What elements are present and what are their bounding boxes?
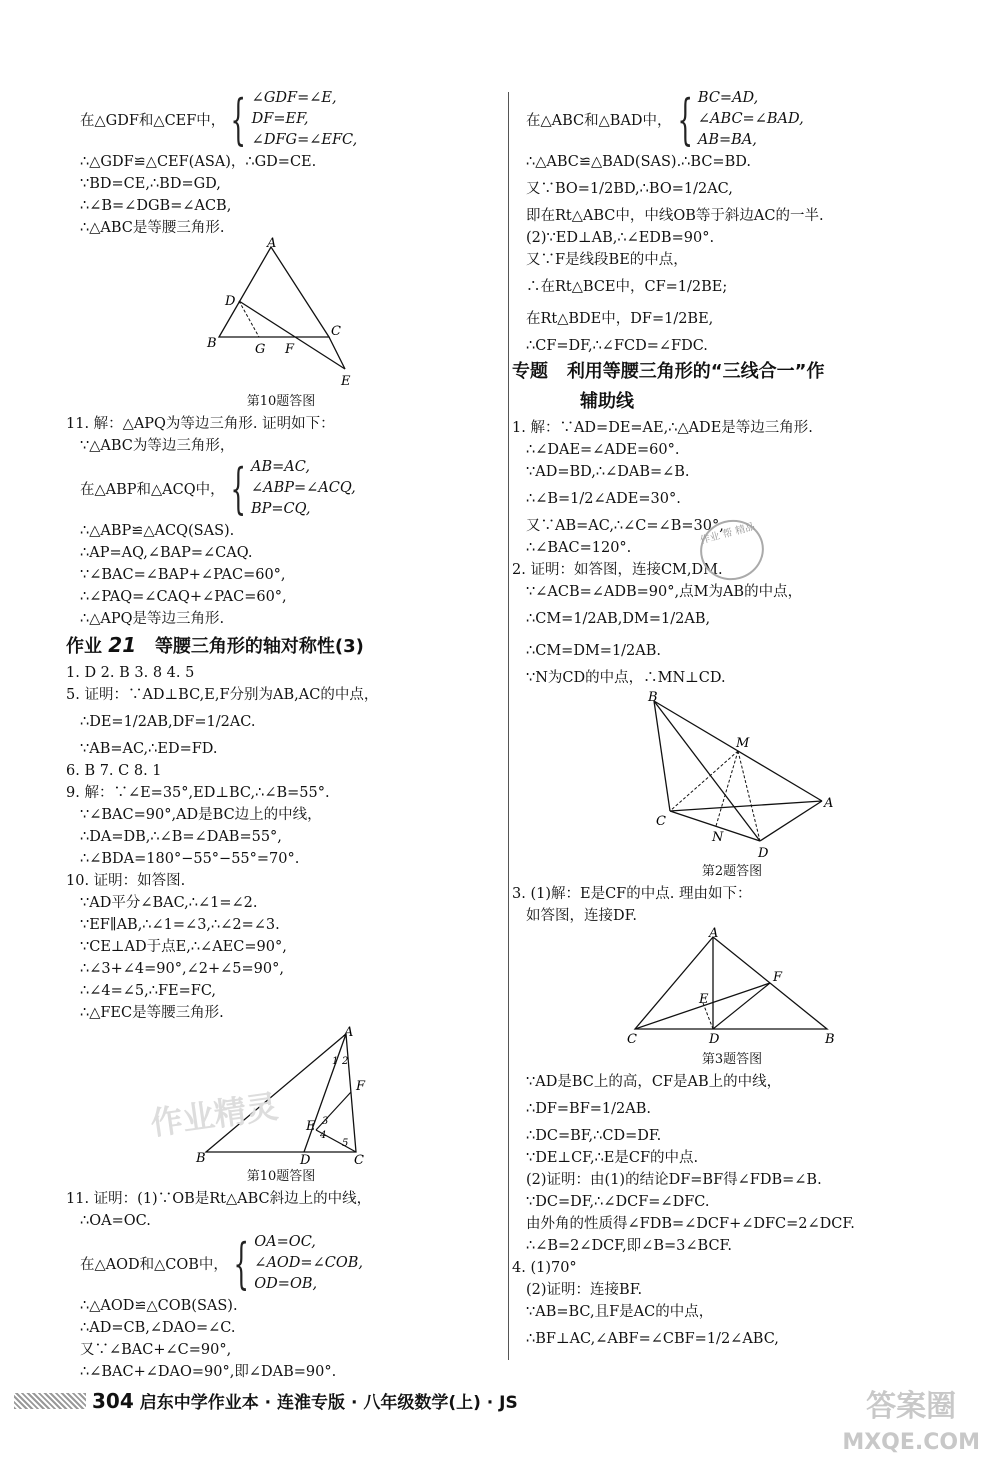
brace-line: DF=EF, (251, 111, 309, 127)
section-heading (512, 357, 952, 387)
text-line: ∴OA=OC. (80, 1213, 151, 1229)
point-label: D (225, 294, 236, 309)
text-line: ∴DA=DB,∴∠B=∠DAB=55°, (80, 829, 282, 845)
figure-triangle-3 (627, 926, 837, 1049)
point-label: A (709, 926, 719, 941)
text-line: ∴∠BAC=120°. (526, 540, 632, 556)
text-line: 10. 证明：如答图. (66, 873, 186, 889)
heading-prefix: 专题 (512, 361, 548, 382)
text-line: ∴BF⊥AC,∠ABF=∠CBF=1/2∠ABC, (526, 1331, 779, 1347)
brace-symbol: { (676, 87, 693, 151)
point-label: A (344, 1025, 354, 1040)
text-line: ∴DE=1/2AB,DF=1/2AC. (80, 714, 256, 730)
text-line: ∴在Rt△BCE中，CF=1/2BE; (526, 279, 728, 295)
text-line: ∴CM=1/2AB,DM=1/2AB, (526, 611, 711, 627)
text-line: 5. 证明：∵AD⊥BC,E,F分别为AB,AC的中点， (66, 687, 379, 703)
footer-pattern (14, 1393, 86, 1409)
angle-label: 2 (342, 1056, 349, 1067)
text-line: ∴△AOD≌△COB(SAS). (80, 1298, 238, 1314)
text-line: ∵AB=AC,∴ED=FD. (80, 741, 218, 757)
brace-prefix: 在△GDF和△CEF中， (80, 113, 226, 129)
text-line: ∴△ABP≌△ACQ(SAS). (80, 523, 235, 539)
text-line: ∴AD=CB,∠DAO=∠C. (80, 1320, 236, 1336)
heading-prefix: 作业 (66, 636, 102, 657)
brace-system (512, 88, 952, 151)
point-label: D (300, 1153, 311, 1168)
text-line: ∵AD平分∠BAC,∴∠1=∠2. (80, 895, 258, 911)
text-line: ∴∠4=∠5,∴FE=FC, (80, 983, 217, 999)
text-line: ∴∠BAC+∠DAO=90°,即∠DAB=90°. (80, 1364, 337, 1380)
text-line: ∵BD=CE,∴BD=GD, (80, 176, 221, 192)
text-line: 3. (1)解：E是CF的中点. 理由如下： (512, 886, 752, 902)
point-label: E (699, 992, 709, 1007)
text-line: ∴CM=DM=1/2AB. (526, 643, 662, 659)
point-label: F (285, 342, 295, 357)
point-label: B (648, 690, 658, 705)
page-footer (14, 1388, 518, 1413)
text-line: ∴∠BDA=180°−55°−55°=70°. (80, 851, 300, 867)
page-number: 304 (92, 1388, 134, 1413)
point-label: D (709, 1032, 720, 1047)
figure-quad-2 (632, 691, 832, 861)
text-line: 即在Rt△ABC中，中线OB等于斜边AC的一半. (526, 208, 824, 224)
text-line: ∵△ABC为等边三角形， (80, 438, 235, 454)
text-line: ∴CF=DF,∴∠FCD=∠FDC. (526, 338, 708, 354)
brace-line: BP=CQ, (251, 501, 311, 517)
text-line: 在Rt△BDE中，DF=1/2BE, (526, 311, 714, 327)
heading-title: 等腰三角形的轴对称性(3) (154, 636, 364, 657)
point-label: C (627, 1032, 637, 1047)
text-line: ∵N为CD的中点，∴MN⊥CD. (526, 670, 726, 686)
point-label: F (773, 970, 783, 985)
text-line: 11. 证明：(1)∵OB是Rt△ABC斜边上的中线， (66, 1191, 372, 1207)
brace-system (66, 457, 496, 520)
angle-label: 4 (320, 1130, 327, 1141)
brace-line: ∠GDF=∠E, (251, 90, 337, 106)
text-line: 4. (1)70° (512, 1260, 577, 1276)
point-label: C (331, 324, 341, 339)
brace-prefix: 在△ABP和△ACQ中， (80, 482, 225, 498)
text-line: ∴∠DAE=∠ADE=60°. (526, 442, 680, 458)
text-line: ∴△FEC是等腰三角形. (80, 1005, 224, 1021)
watermark (842, 1389, 980, 1461)
left-column (66, 88, 496, 1383)
text-line: ∵∠BAC=∠BAP+∠PAC=60°, (80, 567, 286, 583)
text-line: 11. 解：△APQ为等边三角形. 证明如下： (66, 416, 335, 432)
heading-title: 利用等腰三角形的“三线合一”作 (566, 361, 825, 382)
text-line: 2. 证明：如答图，连接CM,DM. (512, 562, 723, 578)
brace-line: BC=AD, (697, 90, 759, 106)
brace-line: ∠AOD=∠COB, (254, 1255, 363, 1271)
column-divider (508, 92, 509, 1360)
figure-caption: 第10题答图 (246, 394, 316, 409)
point-label: A (824, 796, 834, 811)
text-line: ∵DE⊥CF,∴E是CF的中点. (526, 1150, 699, 1166)
watermark-url: MXQE.COM (842, 1430, 980, 1455)
text-line: ∴△GDF≌△CEF(ASA)，∴GD=CE. (80, 154, 317, 170)
text-line: 1. D 2. B 3. 8 4. 5 (66, 665, 195, 681)
brace-symbol: { (233, 1231, 249, 1295)
heading-number: 21 (108, 633, 137, 657)
figure-caption: 第10题答图 (246, 1169, 316, 1184)
brace-symbol: { (230, 87, 247, 151)
text-line: ∴△APQ是等边三角形. (80, 611, 225, 627)
text-line: 又∵BO=1/2BD,∴BO=1/2AC, (526, 181, 733, 197)
angle-label: 1 (332, 1056, 339, 1067)
text-line: ∵CE⊥AD于点E,∴∠AEC=90°, (80, 939, 287, 955)
brace-line: ∠DFG=∠EFC, (251, 132, 358, 148)
point-label: G (255, 342, 266, 357)
text-line: ∴∠PAQ=∠CAQ+∠PAC=60°, (80, 589, 287, 605)
point-label: D (758, 846, 769, 861)
text-line: 1. 解：∵AD=DE=AE,∴△ADE是等边三角形. (512, 420, 813, 436)
brace-line: OA=OC, (254, 1234, 316, 1250)
point-label: B (207, 336, 217, 351)
brace-symbol: { (230, 456, 246, 520)
text-line: ∵AD是BC上的高，CF是AB上的中线， (526, 1074, 782, 1090)
text-line: 6. B 7. C 8. 1 (66, 763, 162, 779)
text-line: ∵AB=BC,且F是AC的中点， (526, 1304, 714, 1320)
figure-triangle-abc-10 (201, 236, 361, 391)
point-label: C (656, 814, 666, 829)
text-line: ∵EF∥AB,∴∠1=∠3,∴∠2=∠3. (80, 917, 280, 933)
text-line: 由外角的性质得∠FDB=∠DCF+∠DFC=2∠DCF. (526, 1216, 855, 1232)
brace-line: OD=OB, (254, 1276, 318, 1292)
text-line: ∴△ABC≌△BAD(SAS).∴BC=BD. (526, 154, 751, 170)
text-line: ∴∠3+∠4=90°,∠2+∠5=90°, (80, 961, 284, 977)
text-line: ∴∠B=2∠DCF,即∠B=3∠BCF. (526, 1238, 732, 1254)
footer-title: 启东中学作业本 · 连淮专版 · 八年级数学(上) · JS (139, 1393, 518, 1413)
text-line: ∴DF=BF=1/2AB. (526, 1101, 651, 1117)
brace-prefix: 在△AOD和△COB中， (80, 1257, 228, 1273)
text-line: ∴∠B=∠DGB=∠ACB, (80, 198, 232, 214)
point-label: E (341, 374, 351, 389)
text-line: 又∵∠BAC+∠C=90°, (80, 1342, 232, 1358)
text-line: (2)证明：由(1)的结论DF=BF得∠FDB=∠B. (526, 1172, 822, 1188)
figure-caption: 第3题答图 (701, 1052, 763, 1067)
point-label: N (712, 830, 724, 845)
point-label: B (196, 1151, 206, 1166)
brace-system (66, 88, 496, 151)
text-line: ∴AP=AQ,∠BAP=∠CAQ. (80, 545, 253, 561)
point-label: M (736, 736, 750, 751)
stamp: 作业 帮 精品 (693, 513, 770, 588)
text-line: ∴DC=BF,∴CD=DF. (526, 1128, 662, 1144)
brace-line: ∠ABC=∠BAD, (697, 111, 804, 127)
watermark-text: 作业精灵 (148, 1087, 281, 1143)
brace-line: AB=AC, (251, 459, 310, 475)
brace-line: ∠ABP=∠ACQ, (251, 480, 356, 496)
text-line: 如答图，连接DF. (526, 908, 638, 924)
heading-title-cont: 辅助线 (580, 391, 634, 412)
section-heading (66, 630, 496, 662)
brace-prefix: 在△ABC和△BAD中， (526, 113, 672, 129)
text-line: (2)∵ED⊥AB,∴∠EDB=90°. (526, 230, 715, 246)
text-line: ∵∠ACB=∠ADB=90°,点M为AB的中点， (526, 584, 803, 600)
text-line: (2)证明：连接BF. (526, 1282, 643, 1298)
text-line: 9. 解：∵∠E=35°,ED⊥BC,∴∠B=55°. (66, 785, 330, 801)
point-label: B (825, 1032, 835, 1047)
text-line: ∵AD=BD,∴∠DAB=∠B. (526, 464, 690, 480)
brace-line: AB=BA, (697, 132, 757, 148)
figure-caption: 第2题答图 (701, 864, 763, 879)
text-line: ∵∠BAC=90°,AD是BC边上的中线， (80, 807, 322, 823)
text-line: ∴△ABC是等腰三角形. (80, 220, 225, 236)
text-line: 又∵AB=AC,∴∠C=∠B=30°, (526, 518, 724, 534)
right-column (512, 88, 952, 1355)
angle-label: 5 (342, 1138, 349, 1149)
point-label: E (306, 1119, 316, 1134)
point-label: A (267, 236, 277, 251)
text-line: 又∵F是线段BE的中点， (526, 252, 688, 268)
angle-label: 3 (322, 1116, 329, 1127)
point-label: C (354, 1153, 364, 1168)
text-line: ∴∠B=1/2∠ADE=30°. (526, 491, 681, 507)
brace-system (66, 1232, 496, 1295)
point-label: F (356, 1079, 366, 1094)
text-line: ∵DC=DF,∴∠DCF=∠DFC. (526, 1194, 710, 1210)
watermark-logo-text: 答案圈 (866, 1389, 957, 1424)
